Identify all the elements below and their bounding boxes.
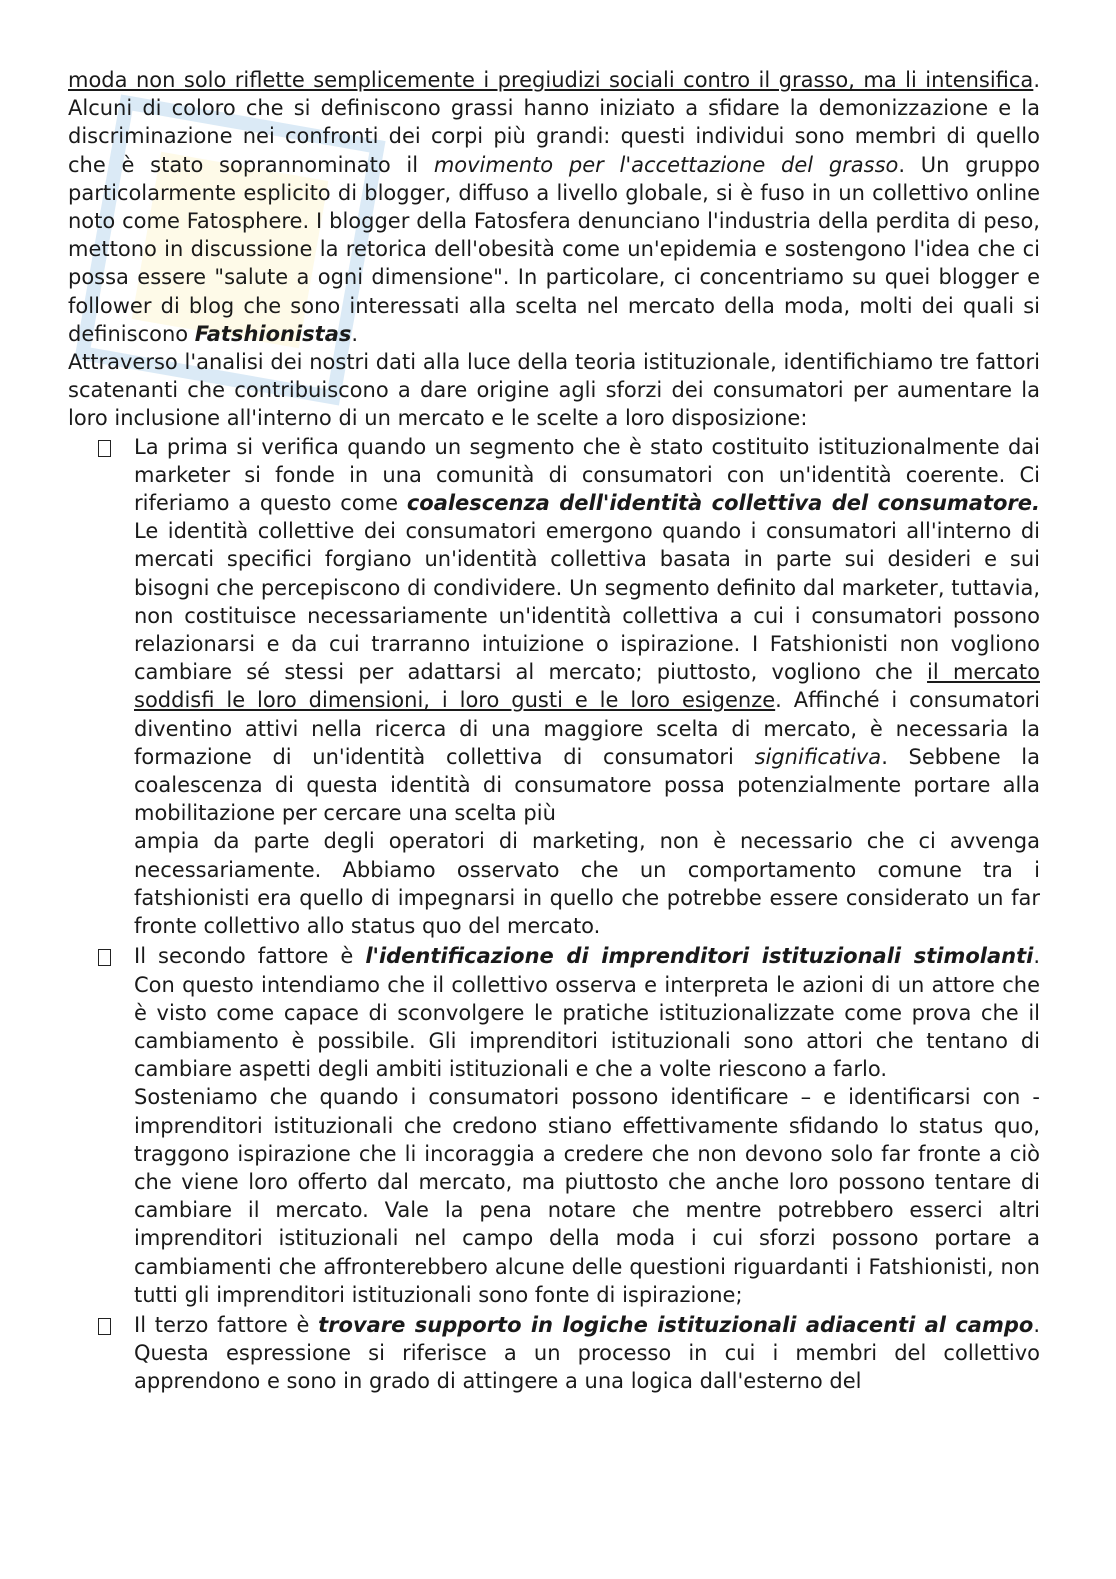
bullet-icon	[98, 1318, 111, 1335]
bold-italic-term: Fatshionistas	[194, 321, 352, 346]
list-item: Il secondo fattore è l'identificazione di imprenditori istituzionali stimolanti. Con questo intendiamo che il collettivo osserva e interpreta le azioni di un attore che è visto come capace di sconvolgere le pratiche istituzionalizzate come prova che il cambiamento è possibile. Gli imprenditori istituzionali sono attori che tentano di cambiare aspetti degli ambiti istituzionali e che a volte riescono a farlo. Sosteniamo che quando i consumatori possono identificare – e identificarsi con - imprenditori istituzionali che credono stiano effettivamente sfidando lo status quo, traggono ispirazione che li incoraggia a credere che non devono solo far fronte a ciò che viene loro offerto dal mercato, ma piuttosto che anche loro possono tentare di cambiare il mercato. Vale la pena notare che mentre potrebbero esserci altri imprenditori istituzionali nel campo della moda i cui sforzi possono portare a cambiamenti che affronterebbero alcune delle questioni riguardanti i Fatshionisti, non tutti gli imprenditori istituzionali sono fonte di ispirazione;	[68, 942, 1040, 1309]
bold-italic-term: l'identificazione di imprenditori istituzionali stimolanti	[365, 944, 1034, 969]
underlined-text: moda non solo riflette semplicemente i pregiudizi sociali contro il grasso, ma li intensifica	[68, 68, 1034, 92]
bold-italic-term: trovare supporto in logiche istituzionali adiacenti al campo	[318, 1312, 1034, 1337]
underlined-text: il mercato soddisfi le loro dimensioni, i loro gusti e le loro esigenze	[134, 660, 1040, 713]
factors-intro-paragraph: Attraverso l'analisi dei nostri dati alla luce della teoria istituzionale, identifichiamo tre fattori scatenanti che contribuiscono a dare origine agli sforzi dei consumatori per aumentare la loro inclusione all'interno di un mercato e le scelte a loro disposizione:	[68, 350, 1040, 431]
list-item: Il terzo fattore è trovare supporto in logiche istituzionali adiacenti al campo. Questa espressione si riferisce a un processo in cui i membri del collettivo apprendono e sono in grado di attingere a una logica dall'esterno del	[68, 1311, 1040, 1396]
italic-text: movimento per l'accettazione del grasso	[433, 152, 899, 177]
factors-list	[68, 433, 1040, 1396]
intro-paragraph: moda non solo riflette semplicemente i pregiudizi sociali contro il grasso, ma li intensifica. Alcuni di coloro che si definiscono grassi hanno iniziato a sfidare la demonizzazione e la discriminazione nei confronti dei corpi più grandi: questi individui sono membri di quello che è stato soprannominato il movimento per l'accettazione del grasso. Un gruppo particolarmente esplicito di blogger, diffuso a livello globale, si è fuso in un collettivo online noto come Fatosphere. I blogger della Fatosfera denunciano l'industria della perdita di peso, mettono in discussione la retorica dell'obesità come un'epidemia e sostengono l'idea che ci possa essere "salute a ogni dimensione". In particolare, ci concentriamo su quei blogger e follower di blog che sono interessati alla scelta nel mercato della moda, molti dei quali si definiscono Fatshionistas.	[68, 68, 1040, 346]
bullet-icon	[98, 949, 111, 966]
document-page	[68, 66, 1040, 1398]
bullet-icon	[98, 440, 111, 457]
list-item: La prima si verifica quando un segmento che è stato costituito istituzionalmente dai marketer si fonde in una comunità di consumatori con un'identità coerente. Ci riferiamo a questo come coalescenza dell'identità collettiva del consumatore. Le identità collettive dei consumatori emergono quando i consumatori all'interno di mercati specifici forgiano un'identità collettiva basata in parte sui desideri e sui bisogni che percepiscono di condividere. Un segmento definito dal marketer, tuttavia, non costituisce necessariamente un'identità collettiva a cui i consumatori possono relazionarsi e da cui trarranno intuizione o ispirazione. I Fatshionisti non vogliono cambiare sé stessi per adattarsi al mercato; piuttosto, vogliono che il mercato soddisfi le loro dimensioni, i loro gusti e le loro esigenze. Affinché i consumatori diventino attivi nella ricerca di una maggiore scelta di mercato, è necessaria la formazione di un'identità collettiva di consumatori significativa. Sebbene la coalescenza di questa identità di consumatore possa potenzialmente portare alla mobilitazione per cercare una scelta più ampia da parte degli operatori di marketing, non è necessario che ci avvenga necessariamente. Abbiamo osservato che un comportamento comune tra i fatshionisti era quello di impegnarsi in quello che potrebbe essere considerato un far fronte collettivo allo status quo del mercato.	[68, 433, 1040, 941]
bold-italic-term: coalescenza dell'identità collettiva del consumatore.	[406, 491, 1040, 516]
italic-text: significativa	[754, 744, 882, 769]
